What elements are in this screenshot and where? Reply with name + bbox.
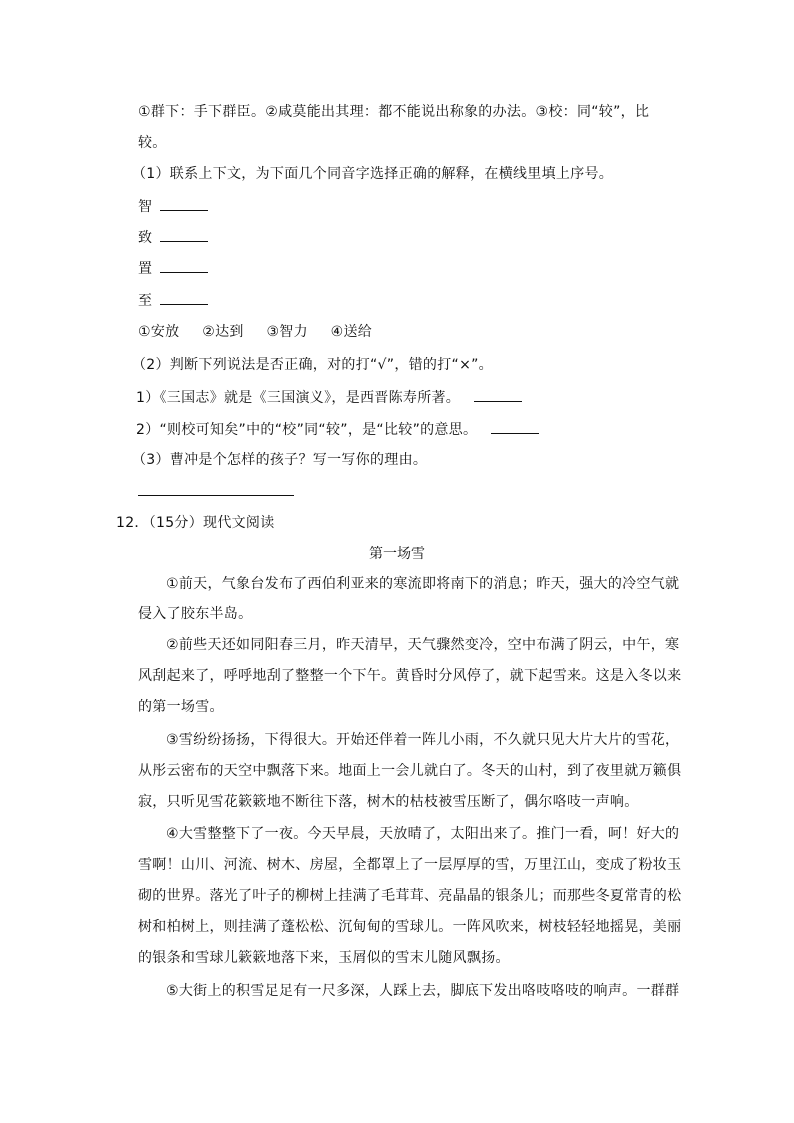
q1-options bbox=[138, 322, 390, 342]
q12-header: 12．（15分）现代文阅读 bbox=[116, 515, 275, 531]
passage-line: ③雪纷纷扬扬，下得很大。开始还伴着一阵儿小雨，不久就只见大片大片的雪花， bbox=[166, 732, 680, 748]
q1-char: 置 bbox=[138, 261, 153, 277]
passage-line: 从彤云密布的天空中飘落下来。地面上一会儿就白了。冬天的山村，到了夜里就万籁俱 bbox=[138, 763, 682, 779]
passage-line: ①前天，气象台发布了西伯利亚来的寒流即将南下的消息；昨天，强大的冷空气就 bbox=[166, 576, 680, 592]
answer-blank[interactable] bbox=[160, 258, 208, 273]
passage-line: ⑤大街上的积雪足足有一尺多深，人踩上去，脚底下发出咯吱咯吱的响声。一群群 bbox=[166, 983, 680, 999]
q1-item-zhi4 bbox=[138, 290, 208, 311]
answer-blank[interactable] bbox=[160, 290, 208, 305]
q1-char: 智 bbox=[138, 199, 153, 215]
passage-line: ②前些天还如同阳春三月，昨天清早，天气骤然变冷，空中布满了阴云，中午，寒 bbox=[166, 637, 680, 653]
answer-blank[interactable] bbox=[474, 387, 522, 402]
q2-item-1: 1）《三国志》就是《三国演义》，是西晋陈寿所著。 bbox=[136, 387, 522, 408]
option: ④送给 bbox=[330, 324, 373, 340]
q1-item-zhi3 bbox=[138, 258, 208, 279]
passage-line: ④大雪整整下了一夜。今天早晨，天放晴了，太阳出来了。推门一看，呵！好大的 bbox=[166, 826, 680, 842]
q2-prompt: （2）判断下列说法是否正确，对的打“√”，错的打“×”。 bbox=[132, 357, 493, 373]
option: ②达到 bbox=[202, 324, 244, 340]
option: ③智力 bbox=[266, 324, 308, 340]
passage-line: 侵入了胶东半岛。 bbox=[138, 606, 253, 622]
notes-line-2: 较。 bbox=[138, 135, 167, 151]
q1-item-zhi2 bbox=[138, 227, 208, 248]
answer-line[interactable] bbox=[138, 495, 294, 496]
answer-blank[interactable] bbox=[160, 227, 208, 242]
passage-line: 砌的世界。落光了叶子的柳树上挂满了毛茸茸、亮晶晶的银条儿；而那些冬夏常青的松 bbox=[138, 888, 682, 904]
answer-blank[interactable] bbox=[160, 196, 208, 211]
q1-char: 至 bbox=[138, 293, 153, 309]
passage-line: 树和柏树上，则挂满了蓬松松、沉甸甸的雪球儿。一阵风吹来，树枝轻轻地摇晃，美丽 bbox=[138, 919, 682, 935]
notes-line-1: ①群下：手下群臣。②咸莫能出其理：都不能说出称象的办法。③校：同“较”，比 bbox=[138, 104, 650, 120]
q1-item-zhi bbox=[138, 196, 208, 217]
answer-blank[interactable] bbox=[491, 419, 539, 434]
passage-line: 的第一场雪。 bbox=[138, 699, 224, 715]
q3-prompt: （3）曹冲是个怎样的孩子？写一写你的理由。 bbox=[132, 452, 428, 468]
passage-line: 风刮起来了，呼呼地刮了整整一个下午。黄昏时分风停了，就下起雪来。这是入冬以来 bbox=[138, 668, 682, 684]
passage-line: 的银条和雪球儿簌簌地落下来，玉屑似的雪末儿随风飘扬。 bbox=[138, 950, 510, 966]
passage-title: 第一场雪 bbox=[369, 546, 425, 562]
option: ①安放 bbox=[138, 324, 180, 340]
passage-line: 寂，只听见雪花簌簌地不断往下落，树木的枯枝被雪压断了，偶尔咯吱一声响。 bbox=[138, 794, 639, 810]
q1-prompt: （1）联系上下文，为下面几个同音字选择正确的解释，在横线里填上序号。 bbox=[132, 166, 614, 182]
q2-item-2: 2）“则校可知矣”中的“校”同“较”，是“比较”的意思。 bbox=[136, 419, 539, 440]
q1-char: 致 bbox=[138, 230, 153, 246]
passage-line: 雪啊！山川、河流、树木、房屋，全都罩上了一层厚厚的雪，万里江山，变成了粉妆玉 bbox=[138, 857, 682, 873]
